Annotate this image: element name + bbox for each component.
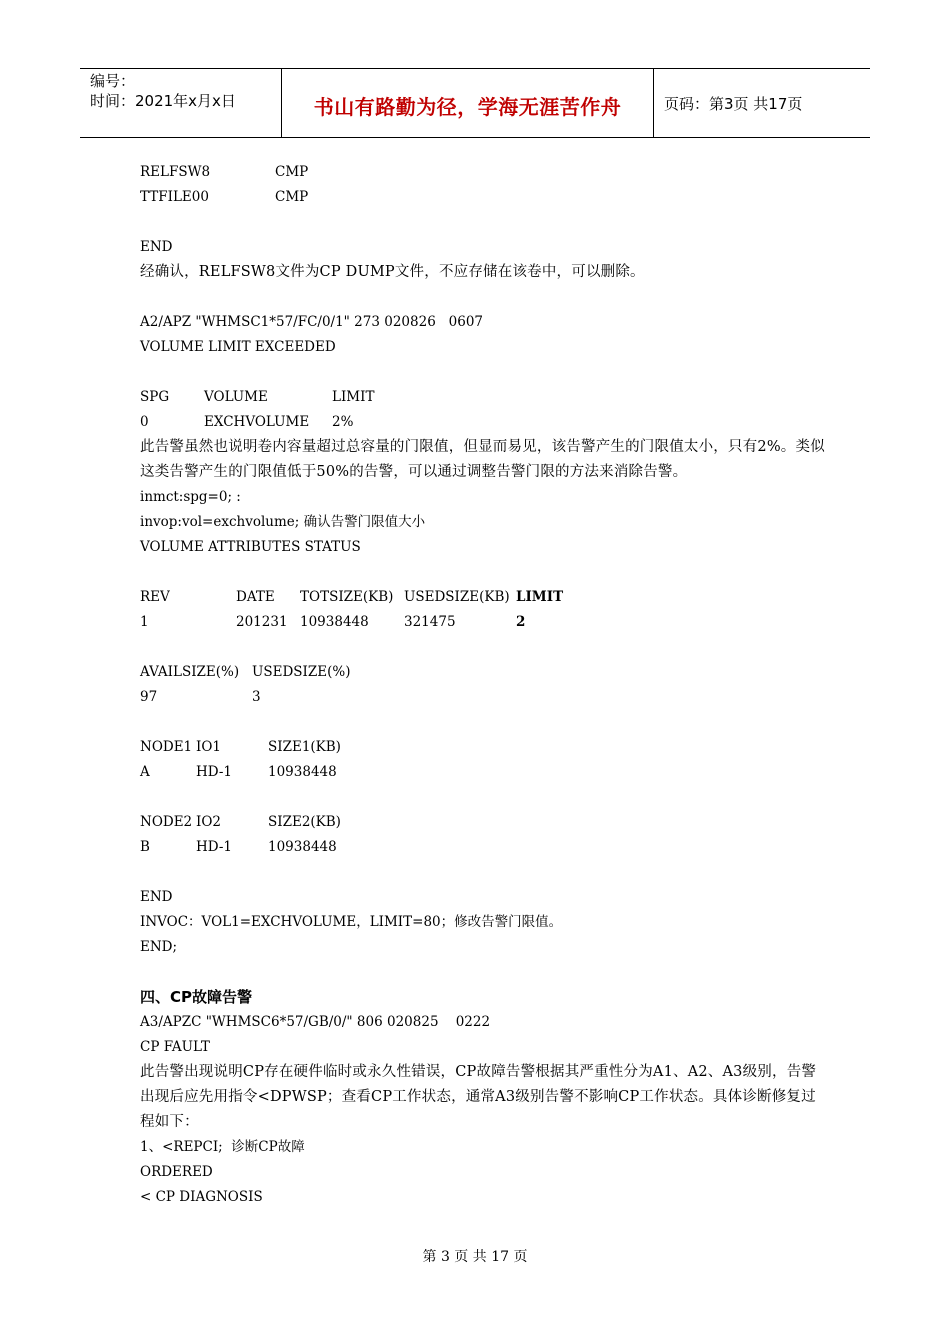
step-line: 1、<REPCI; 诊断CP故障 — [140, 1139, 305, 1155]
avail-value-row — [140, 685, 830, 710]
cell: 10938448 — [300, 614, 369, 630]
col-header: REV — [140, 589, 170, 605]
cell: 10938448 — [268, 839, 337, 855]
col-header: AVAILSIZE(%) — [140, 664, 240, 680]
blank-line — [140, 710, 830, 735]
spg-value-row — [140, 410, 830, 435]
end-line: END — [140, 239, 173, 255]
number-label: 编号： — [90, 72, 136, 90]
alarm-title: CP FAULT — [140, 1039, 210, 1055]
col-header: IO1 — [196, 739, 221, 755]
cell: EXCHVOLUME — [204, 414, 310, 430]
time-label: 时间：2021年x月x日 — [90, 92, 236, 110]
col-header: SIZE1(KB) — [268, 739, 341, 755]
command-line: inmct:spg=0; : — [140, 489, 241, 505]
diagnosis-line: < CP DIAGNOSIS — [140, 1189, 263, 1205]
end-line: END — [140, 889, 173, 905]
col-header: LIMIT — [332, 389, 375, 405]
col-header: USEDSIZE(%) — [252, 664, 351, 680]
ordered-line: ORDERED — [140, 1164, 213, 1180]
file-status: CMP — [275, 189, 309, 205]
rev-header-row — [140, 585, 830, 610]
file-name: TTFILE00 — [140, 189, 209, 205]
header-left — [90, 71, 236, 111]
cell: 2% — [332, 414, 354, 430]
command-line: invop:vol=exchvolume; 确认告警门限值大小 — [140, 514, 426, 530]
col-header: DATE — [236, 589, 275, 605]
blank-line — [140, 635, 830, 660]
page-header — [80, 68, 870, 138]
cell: 10938448 — [268, 764, 337, 780]
avail-header-row — [140, 660, 830, 685]
cell: B — [140, 839, 150, 855]
spg-header-row — [140, 385, 830, 410]
blank-line — [140, 360, 830, 385]
end-line: END; — [140, 939, 178, 955]
document-body — [140, 160, 830, 1210]
cell: HD-1 — [196, 839, 232, 855]
rev-value-row — [140, 610, 830, 635]
header-page-info: 页码：第3页 共17页 — [664, 95, 803, 113]
col-header: SIZE2(KB) — [268, 814, 341, 830]
cell: 321475 — [404, 614, 456, 630]
col-header: LIMIT — [516, 589, 564, 605]
col-header: USEDSIZE(KB) — [404, 589, 510, 605]
paragraph: 经确认，RELFSW8文件为CP DUMP文件，不应存储在该卷中，可以删除。 — [140, 264, 645, 280]
blank-line — [140, 560, 830, 585]
file-row — [140, 160, 830, 185]
file-name: RELFSW8 — [140, 164, 211, 180]
col-header: NODE1 — [140, 739, 193, 755]
blank-line — [140, 960, 830, 985]
cell: 0 — [140, 414, 149, 430]
col-header: SPG — [140, 389, 170, 405]
file-row — [140, 185, 830, 210]
blank-line — [140, 285, 830, 310]
command-line: INVOC：VOL1=EXCHVOLUME，LIMIT=80；修改告警门限值。 — [140, 914, 563, 930]
header-divider — [653, 69, 654, 137]
cell: A — [140, 764, 150, 780]
cell: 2 — [516, 614, 526, 630]
node1-header-row — [140, 735, 830, 760]
col-header: NODE2 — [140, 814, 193, 830]
page-footer: 第 3 页 共 17 页 — [422, 1249, 528, 1265]
status-title: VOLUME ATTRIBUTES STATUS — [140, 539, 361, 555]
blank-line — [140, 785, 830, 810]
cell: 1 — [140, 614, 149, 630]
file-status: CMP — [275, 164, 309, 180]
header-motto: 书山有路勤为径，学海无涯苦作舟 — [313, 95, 622, 119]
node2-header-row — [140, 810, 830, 835]
paragraph: 此告警出现说明CP存在硬件临时或永久性错误，CP故障告警根据其严重性分为A1、A2、A3级别，告警出现后应先用指令<DPWSP；查看CP工作状态，通常A3级别告警不影响CP工作状态。具体诊断修复过程如下： — [140, 1064, 817, 1130]
alarm-line: A3/APZC "WHMSC6*57/GB/0/" 806 020825 0222 — [140, 1014, 491, 1030]
node2-value-row — [140, 835, 830, 860]
cell: 201231 — [236, 614, 288, 630]
section-heading: 四、CP故障告警 — [140, 988, 253, 1006]
col-header: IO2 — [196, 814, 221, 830]
cell: HD-1 — [196, 764, 232, 780]
alarm-line: A2/APZ "WHMSC1*57/FC/0/1" 273 020826 0607 — [140, 314, 484, 330]
col-header: TOTSIZE(KB) — [300, 589, 394, 605]
col-header: VOLUME — [204, 389, 268, 405]
node1-value-row — [140, 760, 830, 785]
cell: 3 — [252, 689, 261, 705]
blank-line — [140, 210, 830, 235]
cell: 97 — [140, 689, 158, 705]
blank-line — [140, 860, 830, 885]
paragraph: 此告警虽然也说明卷内容量超过总容量的门限值，但显而易见，该告警产生的门限值太小，只有2%。类似这类告警产生的门限值低于50%的告警，可以通过调整告警门限的方法来消除告警。 — [140, 439, 825, 480]
alarm-title: VOLUME LIMIT EXCEEDED — [140, 339, 336, 355]
